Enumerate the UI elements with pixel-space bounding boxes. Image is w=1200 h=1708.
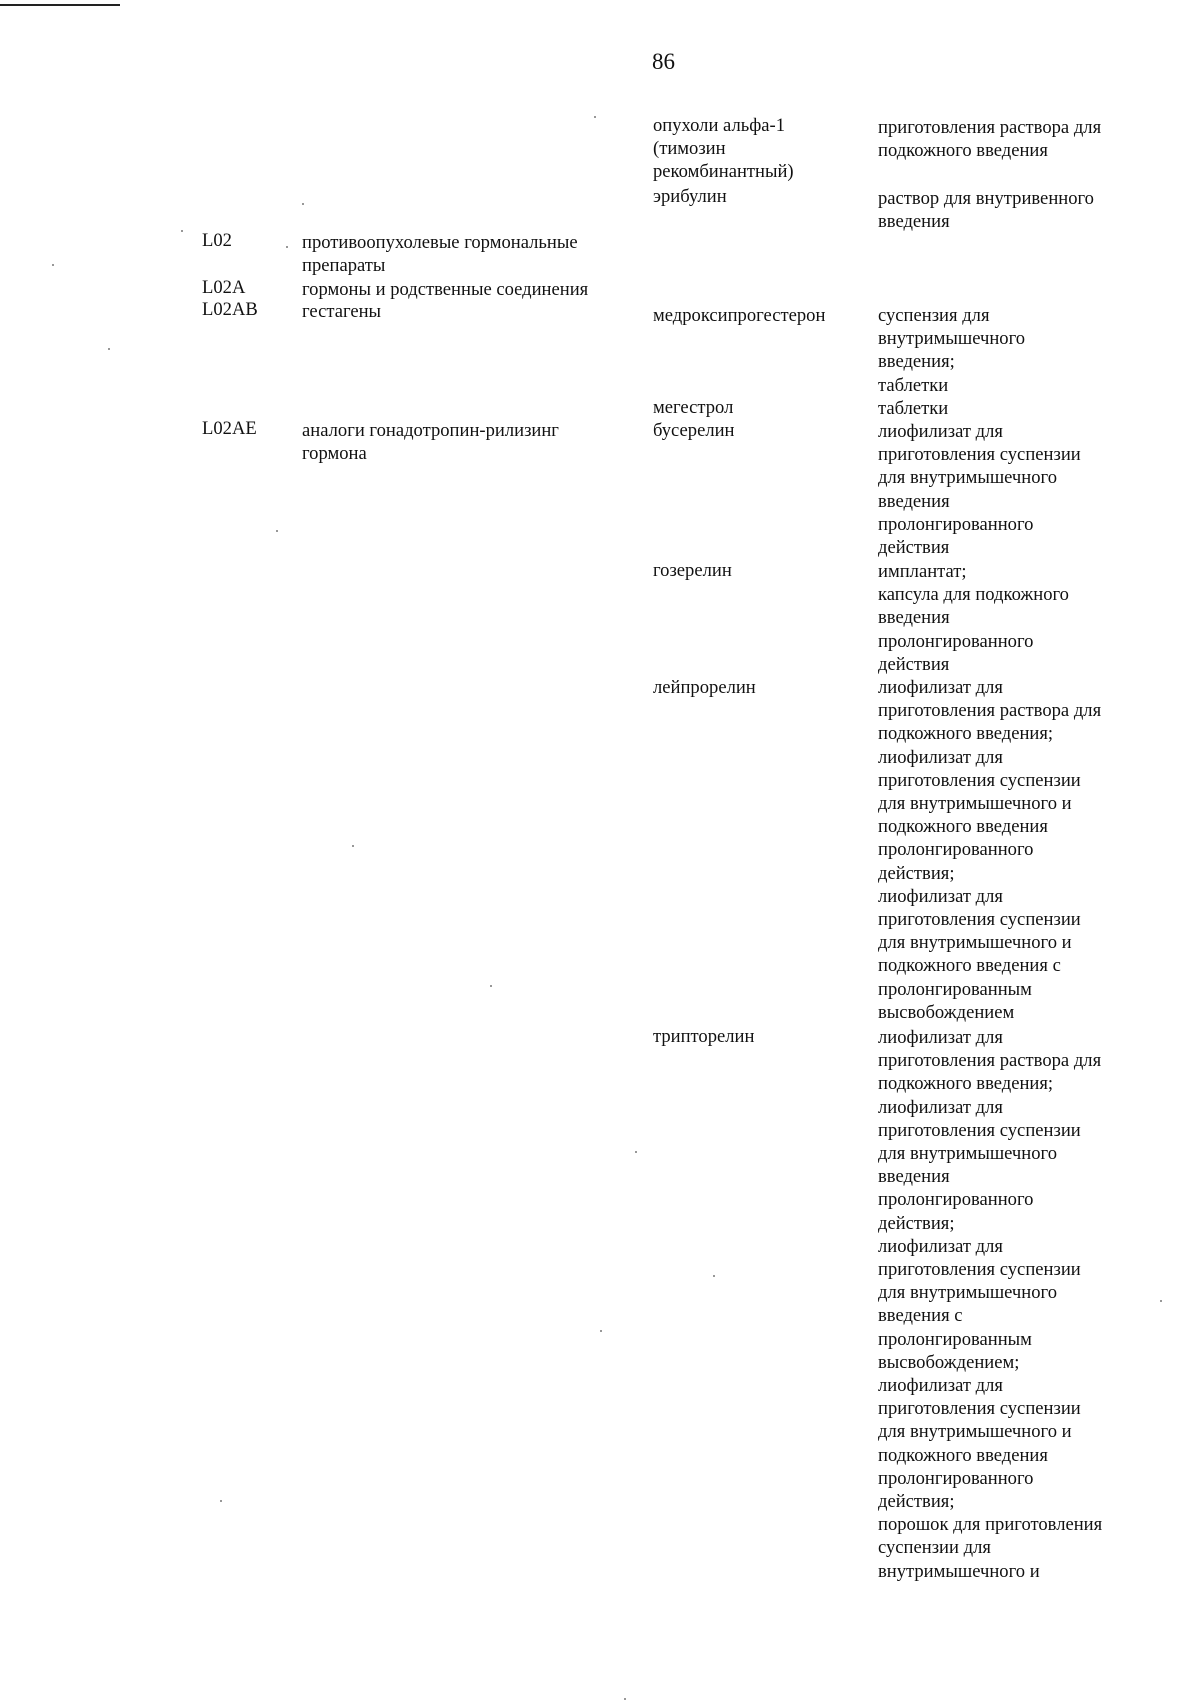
drug-name: гозерелин	[653, 560, 732, 581]
dosage-form: имплантат; капсула для подкожного введения пролонгированного действия	[878, 561, 1069, 675]
scan-speck	[352, 845, 354, 847]
dosage-form: суспензия для внутримышечного введения; таблетки	[878, 305, 1026, 396]
anatomical-group: аналоги гонадотропин-рилизинг гормона	[302, 420, 559, 465]
scan-speck	[1160, 1300, 1162, 1302]
atc-code: L02AB	[202, 299, 258, 320]
scan-speck	[108, 348, 110, 350]
scan-speck	[181, 230, 183, 232]
scan-speck	[600, 1330, 602, 1332]
scan-speck	[286, 246, 288, 248]
drug-name: эрибулин	[653, 186, 727, 207]
drug-name: медроксипрогестерон	[653, 305, 826, 326]
scan-speck	[635, 1151, 637, 1153]
scan-speck	[302, 203, 304, 205]
scan-speck	[276, 530, 278, 532]
dosage-form: лиофилизат для приготовления раствора для подкожного введения; лиофилизат для приготовления суспензии для внутримышечного введения пролонгированного действия; лиофилизат для приготовления суспензии для внутримышечного введения с пролонгированным высвобождением; лиофилизат для приготовления суспензии для внутримышечного и подкожного введения пролонгированного действия; порошок для приготовления суспензии для внутримышечного и	[878, 1027, 1103, 1582]
anatomical-group: гестагены	[302, 301, 382, 322]
dosage-form: лиофилизат для приготовления раствора для подкожного введения; лиофилизат для приготовления суспензии для внутримышечного и подкожного введения пролонгированного действия; лиофилизат для приготовления суспензии для внутримышечного и подкожного введения с пролонгированным высвобождением	[878, 677, 1102, 1023]
scan-speck	[220, 1500, 222, 1502]
atc-code: L02A	[202, 277, 246, 298]
anatomical-group: противоопухолевые гормональные препараты	[302, 232, 578, 277]
atc-code: L02	[202, 230, 232, 251]
scan-speck	[713, 1275, 715, 1277]
scan-edge-line	[0, 4, 120, 6]
dosage-form: приготовления раствора для подкожного введения	[878, 117, 1102, 162]
anatomical-group: гормоны и родственные соединения	[302, 279, 589, 300]
drug-name: опухоли альфа-1 (тимозин рекомбинантный)	[653, 115, 794, 183]
drug-name: трипторелин	[653, 1026, 755, 1047]
drug-name: мегестрол	[653, 397, 734, 418]
scan-speck	[594, 116, 596, 118]
dosage-form: раствор для внутривенного введения	[878, 188, 1094, 233]
scan-speck	[490, 985, 492, 987]
atc-code: L02AE	[202, 418, 257, 439]
dosage-form: лиофилизат для приготовления суспензии для внутримышечного введения пролонгированного действия	[878, 421, 1081, 559]
drug-name: бусерелин	[653, 420, 735, 441]
scan-speck	[624, 1698, 626, 1700]
scan-speck	[52, 264, 54, 266]
drug-name: лейпрорелин	[653, 677, 756, 698]
dosage-form: таблетки	[878, 398, 949, 419]
page-number: 86	[652, 49, 675, 74]
